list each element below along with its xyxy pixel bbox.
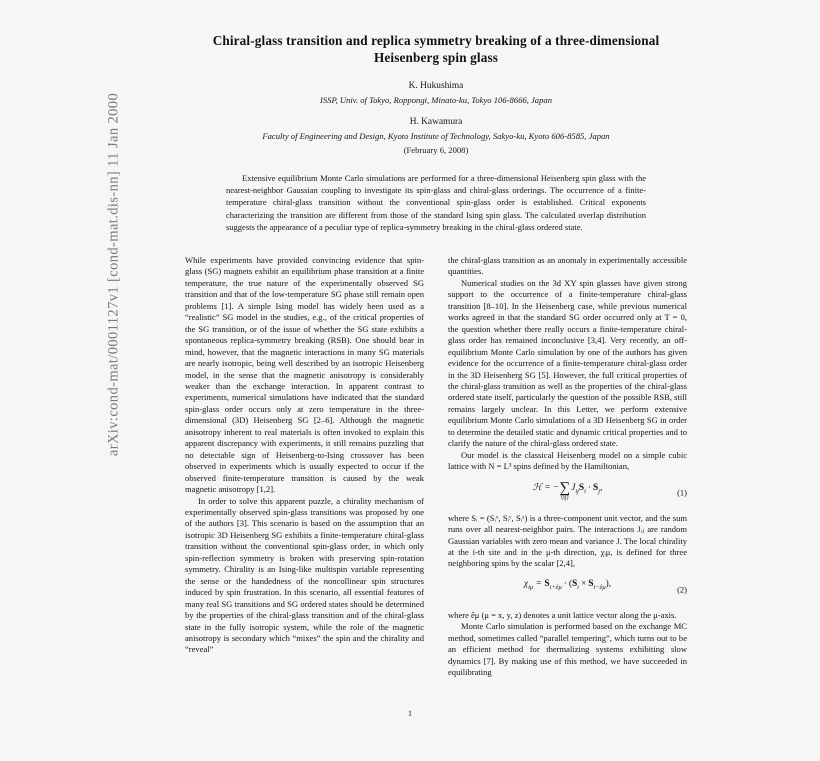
paragraph: Numerical studies on the 3d XY spin glasses have given strong support to the occurrence of a finite-temperature chiral-glass transition [8–10]. In the Heisenberg case, while previous numerical works agreed in that the standard SG order occurred only at T = 0, the question whether there really occurs a finite-temperature chiral-glass order has remained inconclusive [3,4]. Very recently, an off-equilibrium Monte Carlo simulation by one of the authors has given evidence for the occurrence of a finite-temperature chiral-glass order in the 3D Heisenberg SG [5]. However, the full critical properties of the chiral-glass transition as well as the properties of the chiral-glass ordered state itself, particularly the question of the possible RSB, still remains largely unclear. In this Letter, we perform extensive equilibrium Monte Carlo simulations of a 3D Heisenberg SG in order to determine the detailed static and dynamic critical properties and to clarify the nature of the chiral-glass ordered state.	[448, 277, 687, 449]
spin-backward: S	[588, 578, 594, 589]
author-name: H. Kawamura	[409, 117, 463, 127]
spin-backward-subscript-mu: μ	[602, 583, 606, 591]
paragraph: the chiral-glass transition as an anomaly in experimentally accessible quantities.	[448, 255, 687, 277]
equation-2-number: (2)	[677, 584, 687, 595]
author-affiliation: Faculty of Engineering and Design, Kyoto Institute of Technology, Sakyo-ku, Kyoto 606-8585, Japan	[262, 131, 610, 141]
coupling-subscript: ij	[575, 487, 579, 495]
spin-center: S	[571, 578, 578, 589]
author-name: K. Hukushima	[408, 81, 464, 91]
sum-limit: ⟨ij⟩	[560, 493, 569, 501]
publication-date: (February 6, 2008)	[403, 145, 469, 155]
paragraph: While experiments have provided convincing evidence that spin-glass (SG) magnets exhibit an equilibrium phase transition at a finite temperature, the true nature of the experimentally observed SG transition and that of the low-temperature SG phase still remain open problems [1]. A simple Ising model has widely been used as a “realistic” SG model in the studies, e.g., of the critical properties of the SG transition, or of the issue of whether the SG state exhibits a spontaneous replica-symmetry breaking (RSB). One should bear in mind, however, that the magnetic interactions in many SG materials are nearly isotropic, being well described by an isotropic Heisenberg model, in the sense that the magnetic anisotropy is considerably weaker than the exchange interaction. In apparent contrast to experiments, numerical simulations have indicated that the standard spin-glass order occurs only at zero temperature in the three-dimensional (3D) Heisenberg SG [2–6]. Although the magnetic anisotropy inherent to real materials is often invoked to explain this apparent discrepancy with experiments, it still remains puzzling that no detectable sign of Heisenberg-to-Ising crossover has been observed in experiments which is usually expected to occur if the observed finite-temperature transition is caused by the weak magnetic anisotropy [1,2].	[185, 255, 424, 495]
page-number: 1	[407, 708, 413, 718]
close-paren: )	[605, 578, 609, 589]
paragraph: where êμ (μ = x, y, z) denotes a unit lattice vector along the μ-axis.	[448, 609, 677, 620]
spin-i: S	[578, 482, 585, 493]
chirality-symbol: χ	[523, 578, 529, 589]
spin-j-subscript: j	[598, 487, 601, 495]
dot-product: ·	[587, 482, 592, 493]
summation-symbol	[559, 479, 571, 501]
paragraph: Monte Carlo simulation is performed based on the exchange MC method, sometimes called “parallel tempering”, which turns out to be an efficient method for thermalizing systems exhibiting slow dynamics [7]. By making use of this method, we have succeeded in equilibrating	[448, 621, 687, 678]
paragraph: Our model is the classical Heisenberg model on a simple cubic lattice with N = L³ spins defined by the Hamiltonian,	[448, 449, 687, 472]
author-affiliation: ISSP, Univ. of Tokyo, Roppongi, Minato-ku, Tokyo 106-8666, Japan	[319, 95, 552, 105]
dot-product: ·	[563, 578, 567, 589]
equation-2	[448, 579, 687, 601]
coupling-symbol: J	[571, 482, 576, 493]
equation-1-body	[532, 479, 603, 501]
minus-sign: −	[553, 482, 559, 493]
chirality-subscript: iμ	[528, 583, 534, 591]
open-paren: (	[568, 578, 572, 589]
paragraph: where Sᵢ = (Sᵢˣ, Sᵢʸ, Sᵢᶻ) is a three-component unit vector, and the sum runs over all nearest-neighbor pairs. The interactions Jᵢⱼ are random Gaussian variables with zero mean and variance J. The local chirality at the i-th site and in the μ-th direction, χᵢμ, is defined for three neighboring spins by the scalar [2,4],	[448, 512, 687, 569]
paragraph: In order to solve this apparent puzzle, a chirality mechanism of experimentally observed spin-glass transitions was proposed by one of the authors [3]. This scenario is based on the assumption that an isotropic 3D Heisenberg SG exhibits a finite-temperature chiral-glass transition without the conventional spin-glass order, in which only spin-reflection symmetry is broken with preserving spin-rotation symmetry. Chirality is an Ising-like multispin variable representing the sense or the handedness of the noncollinear spin structures induced by spin frustration. In this scenario, all essential features of many real SG transitions and SG ordered states should be determined by the properties of the chiral-glass transition and of the chiral-glass state in the fully isotropic system, while the role of the magnetic anisotropy is secondary which “mixes” the spin and the chirality and “reveal”	[185, 495, 424, 655]
abstract: Extensive equilibrium Monte Carlo simulations are performed for a three-dimensional Heisenberg spin glass with the nearest-neighbor Gaussian coupling to investigate its spin-glass and chiral-glass orderings. The occurrence of a finite-temperature chiral-glass transition without the conventional spin-glass order is established. Critical exponents characterizing the transition are different from those of the standard Ising spin glass. The calculated overlap distribution suggests the appearance of a peculiar type of replica-symmetry breaking in the chiral-glass ordered state.	[226, 173, 646, 232]
equals-sign: =	[544, 482, 551, 493]
spin-center-subscript: i	[577, 583, 579, 591]
sum-glyph: ∑	[559, 479, 571, 496]
equals-sign: =	[536, 578, 542, 589]
document-body	[185, 32, 687, 679]
cross-product: ×	[580, 578, 587, 589]
spin-forward-subscript-mu: μ	[558, 583, 562, 591]
author-block-1	[185, 80, 687, 107]
spin-backward-subscript: i−ê	[593, 583, 603, 591]
equation-1-number: (1)	[677, 486, 687, 497]
equation-2-trailing: ,	[608, 578, 612, 589]
author-block-2	[185, 116, 687, 156]
hamiltonian-symbol: ℋ	[532, 482, 542, 493]
spin-j: S	[593, 482, 599, 493]
spin-forward: S	[544, 578, 550, 589]
page-title: Chiral-glass transition and replica symmetry breaking of a three-dimensional Heisenberg spin glass	[212, 33, 660, 65]
right-column	[448, 255, 687, 679]
equation-2-body	[524, 579, 611, 593]
equation-1	[448, 479, 687, 504]
left-column	[185, 255, 424, 679]
two-column-layout	[185, 255, 687, 679]
spin-i-subscript: i	[584, 487, 586, 495]
spin-forward-subscript: i+ê	[549, 583, 559, 591]
arxiv-stamp: arXiv:cond-mat/0001127v1 [cond-mat.dis-nn] 11 Jan 2000	[105, 92, 122, 457]
equation-1-trailing: ,	[600, 482, 603, 493]
